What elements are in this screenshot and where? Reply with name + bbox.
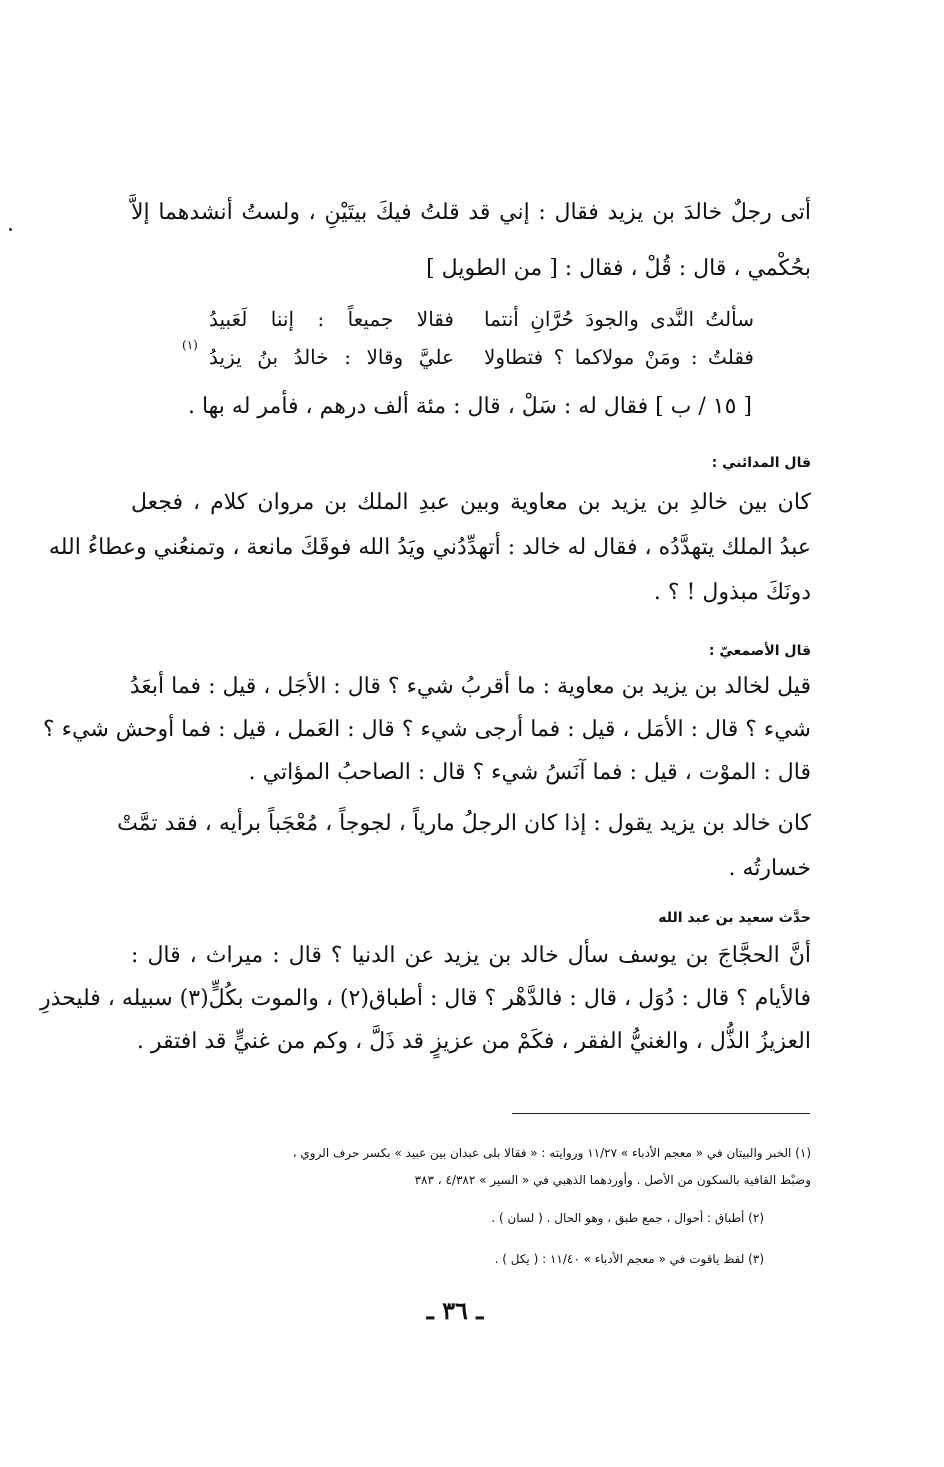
paragraph-line: عبدُ الملك يتهدَّدُه ، فقال له خالد : أتهدِّدُني ويَدُ الله فوقَكَ مانعة ، وتمنعُني وعطاءُ الله <box>48 535 811 560</box>
paragraph-line: العزيزُ الذُّل ، والغنيُّ الفقر ، فكَمْ من عزيزٍ قد ذَلَّ ، وكم من غنيٍّ قد افتقر . <box>136 1029 811 1054</box>
paragraph-line: أنَّ الحجَّاجَ بن يوسف سأل خالد بن يزيد عن الدنيا ؟ قال : ميراث ، قال : <box>131 943 811 968</box>
verse-line <box>194 340 754 374</box>
paragraph-line: فالأيام ؟ قال : دُوَل ، قال : فالدَّهْر ؟ قال : أطباق(٢) ، والموت بكُلٍّ(٣) سبيله ، فليحذرِ <box>39 986 811 1011</box>
paragraph-line: دونَكَ مبذول ! ؟ . <box>653 580 811 605</box>
page-number: ـ ٣٦ ـ <box>426 1296 484 1325</box>
verse-hemistich-second: عليَّ وقالا : خالدُ بنُ يزيدُ <box>209 345 454 369</box>
footnote-line: وضبْط القافية بالسكون من الأصل . وأوردهما الذهبي في « السير » ٤/٣٨٢ ، ٣٨٣ <box>414 1173 811 1187</box>
section-heading: قال المدائني : <box>711 455 811 471</box>
paragraph-line: قال : الموْت ، قيل : فما آنَسُ شيء ؟ قال : الصاحبُ المؤاتي . <box>248 760 811 785</box>
footnote-marker: (١) <box>182 338 198 352</box>
paragraph-line: قيل لخالد بن يزيد بن معاوية : ما أقربُ شيء ؟ قال : الأجَل ، قيل : فما أبعَدُ <box>129 674 811 699</box>
paragraph-line: خسارتُه . <box>728 856 811 881</box>
paragraph-line: كان بين خالدِ بن يزيد بن معاوية وبين عبدِ الملك بن مروان كلام ، فجعل <box>131 490 811 515</box>
verse-hemistich-first: فقلتُ : ومَنْ مولاكما ؟ فتطاولا <box>484 345 754 369</box>
paragraph-line: أتى رجلٌ خالدَ بن يزيد فقال : إني قد قلتُ فيكَ بيتَيْنِ ، ولستُ أنشدهما إلاَّ <box>131 200 811 225</box>
paragraph-line: [ ١٥ / ب ] فقال له : سَلْ ، قال : مئة ألف درهم ، فأمر له بها . <box>187 394 752 419</box>
paragraph-line: بحُكْمي ، قال : قُلْ ، فقال : [ من الطويل ] <box>426 256 811 281</box>
paragraph-line: كان خالد بن يزيد يقول : إذا كان الرجلُ مارياً ، لجوجاً ، مُعْجَباً برأيه ، فقد تمَّتْ <box>117 811 811 836</box>
section-heading: قال الأصمعيّ : <box>708 643 811 659</box>
footnote-line: (٢) أطباق : أحوال ، جمع طبق ، وهو الحال . ( لسان ) . <box>491 1211 764 1225</box>
scan-speck <box>9 228 12 231</box>
footnote-separator <box>512 1113 810 1114</box>
paragraph-line: شيء ؟ قال : الأمَل ، قيل : فما أرجى شيء ؟ قال : العَمل ، قيل : فما أوحش شيء ؟ <box>43 717 811 742</box>
verse-line <box>194 302 754 336</box>
verse-hemistich-first: سألتُ النَّدى والجودَ حُرَّانِ أنتما <box>484 307 754 331</box>
section-heading: حدَّث سعيد بن عبد الله <box>658 910 811 926</box>
footnote-line: (١) الخبر والبيتان في « معجم الأدباء » ١١/٢٧ وروايته : « فقالا بلى عبدان بين عبيد » بكسر حرف الروي ، <box>292 1146 811 1160</box>
footnote-line: (٣) لفظ ياقوت في « معجم الأدباء » ١١/٤٠ : ( يكل ) . <box>494 1252 764 1266</box>
verse-hemistich-second: فقالا جميعاً : إننا لَعَبيدُ <box>209 307 454 331</box>
